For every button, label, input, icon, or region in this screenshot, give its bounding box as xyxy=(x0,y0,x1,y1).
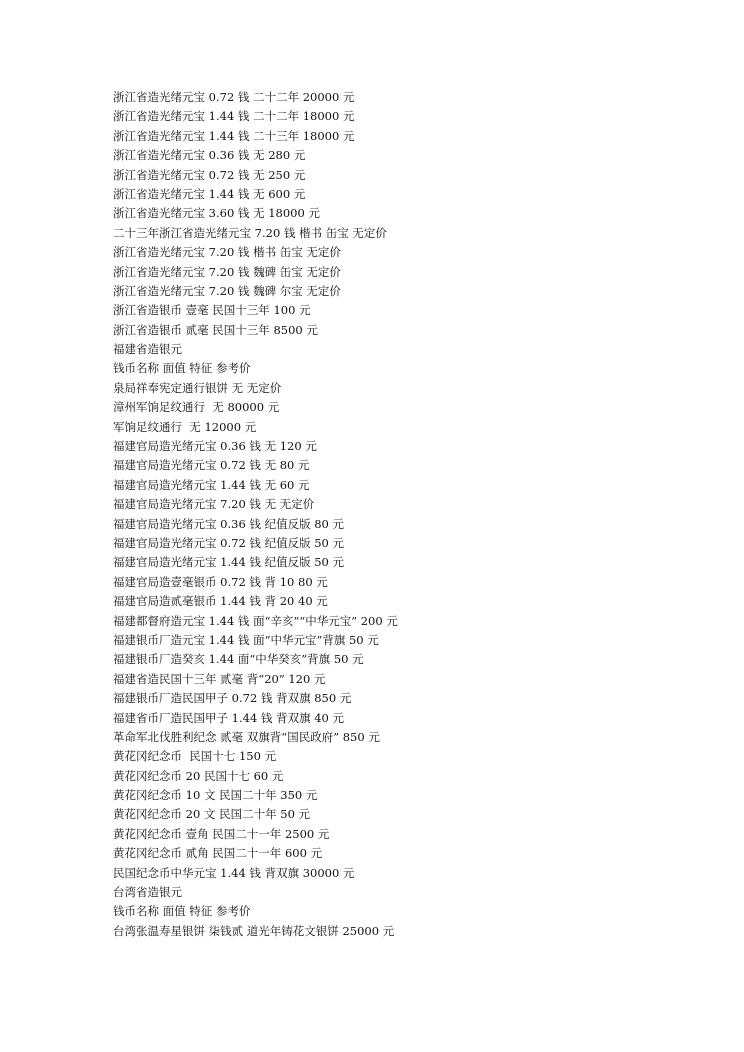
text-line: 浙江省造光绪元宝 7.20 钱 楷书 缶宝 无定价 xyxy=(113,245,341,260)
text-line: 浙江省造光绪元宝 1.44 钱 二十三年 18000 元 xyxy=(113,128,355,143)
text-line: 浙江省造光绪元宝 7.20 钱 魏碑 缶宝 无定价 xyxy=(113,264,341,279)
text-line: 福建官局造光绪元宝 1.44 钱 纪值反版 50 元 xyxy=(113,555,345,570)
text-line: 台湾张温寿星银饼 柒钱贰 道光年铸花文银饼 25000 元 xyxy=(113,923,395,938)
text-line: 福建官局造壹毫银币 0.72 钱 背 10 80 元 xyxy=(113,574,328,589)
text-line: 黄花冈纪念币 20 文 民国二十年 50 元 xyxy=(113,807,311,822)
text-line: 福建官局造光绪元宝 0.36 钱 无 120 元 xyxy=(113,439,317,454)
text-line: 福建官局造贰毫银币 1.44 钱 背 20 40 元 xyxy=(113,594,328,609)
text-line: 福建银币厂造癸亥 1.44 面“中华癸亥”背旗 50 元 xyxy=(113,652,364,667)
text-line: 浙江省造光绪元宝 0.72 钱 二十二年 20000 元 xyxy=(113,90,355,104)
text-line: 黄花冈纪念币 10 文 民国二十年 350 元 xyxy=(113,788,318,803)
text-line: 福建官局造光绪元宝 0.72 钱 无 80 元 xyxy=(113,458,310,473)
coin-price-list xyxy=(113,88,713,941)
text-line: 泉局祥奉宪定通行银饼 无 无定价 xyxy=(113,380,282,395)
text-line: 二十三年浙江省造光绪元宝 7.20 钱 楷书 缶宝 无定价 xyxy=(113,225,387,240)
text-line: 浙江省造光绪元宝 0.36 钱 无 280 元 xyxy=(113,148,306,163)
text-line: 福建官局造光绪元宝 7.20 钱 无 无定价 xyxy=(113,497,315,512)
text-line: 福建都督府造元宝 1.44 钱 面“辛亥”“中华元宝” 200 元 xyxy=(113,613,398,628)
text-line: 福建省币厂造民国甲子 1.44 钱 背双旗 40 元 xyxy=(113,710,345,725)
text-line: 民国纪念币中华元宝 1.44 钱 背双旗 30000 元 xyxy=(113,865,355,880)
text-line: 福建银币厂造民国甲子 0.72 钱 背双旗 850 元 xyxy=(113,691,352,706)
text-line: 革命军北伐胜利纪念 贰毫 双旗背“国民政府” 850 元 xyxy=(113,729,380,744)
text-line: 黄花冈纪念币 20 民国十七 60 元 xyxy=(113,768,284,783)
text-line: 浙江省造光绪元宝 3.60 钱 无 18000 元 xyxy=(113,206,320,221)
text-line: 浙江省造银币 贰毫 民国十三年 8500 元 xyxy=(113,322,318,337)
text-line: 漳州军饷足纹通行 无 80000 元 xyxy=(113,400,280,415)
text-line: 浙江省造光绪元宝 1.44 钱 二十二年 18000 元 xyxy=(113,109,355,124)
text-line: 福建省造民国十三年 贰毫 背“20” 120 元 xyxy=(113,671,326,686)
text-line: 福建银币厂造元宝 1.44 钱 面“中华元宝”背旗 50 元 xyxy=(113,632,379,647)
text-line: 福建官局造光绪元宝 1.44 钱 无 60 元 xyxy=(113,477,310,492)
text-line: 浙江省造光绪元宝 7.20 钱 魏碑 尔宝 无定价 xyxy=(113,283,341,298)
text-line: 福建官局造光绪元宝 0.36 钱 纪值反版 80 元 xyxy=(113,516,345,531)
text-line: 黄花冈纪念币 民国十七 150 元 xyxy=(113,749,277,764)
text-line: 军饷足纹通行 无 12000 元 xyxy=(113,419,257,434)
column-header-line: 钱币名称 面值 特征 参考价 xyxy=(113,361,251,376)
section-heading: 福建省造银元 xyxy=(113,342,182,357)
text-line: 浙江省造光绪元宝 1.44 钱 无 600 元 xyxy=(113,186,306,201)
section-heading: 台湾省造银元 xyxy=(113,885,182,900)
text-line: 福建官局造光绪元宝 0.72 钱 纪值反版 50 元 xyxy=(113,535,345,550)
text-line: 浙江省造银币 壹毫 民国十三年 100 元 xyxy=(113,303,311,318)
text-line: 黄花冈纪念币 贰角 民国二十一年 600 元 xyxy=(113,846,323,861)
text-line: 浙江省造光绪元宝 0.72 钱 无 250 元 xyxy=(113,167,306,182)
column-header-line: 钱币名称 面值 特征 参考价 xyxy=(113,904,251,919)
text-line: 黄花冈纪念币 壹角 民国二十一年 2500 元 xyxy=(113,826,330,841)
